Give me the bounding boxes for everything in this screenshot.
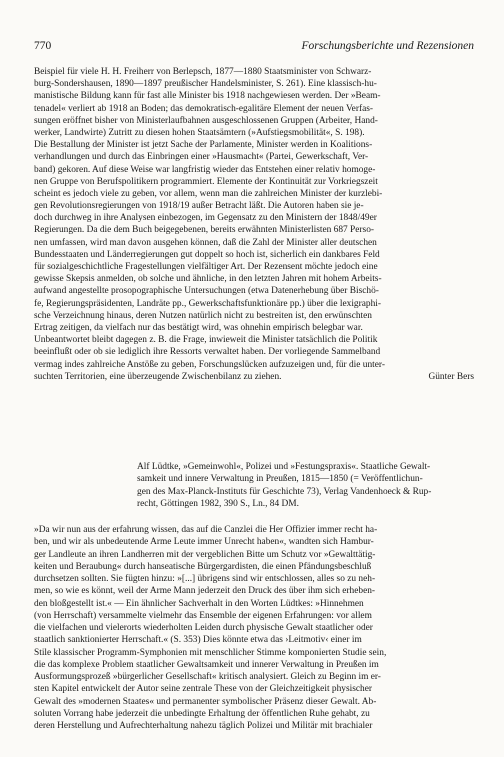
text-line: »Da wir nun aus der erfahrung wissen, das auf die Canzlei die Her Offizier immer recht ha- (34, 525, 378, 535)
text-line: nen umfassen, wird man davon ausgehen können, daß die Zahl der Minister aller deutschen (34, 237, 377, 248)
text-line: ger Landleute an ihren Landherren mit der vergeblichen Bitte um Schutz vor »Gewalttätig- (34, 549, 376, 560)
text-line: band) gekoren. Auf diese Weise war langfristig wieder das Entstehen einer relativ homoge- (34, 164, 376, 175)
text-line: Ertrag zeitigen, da vielfach nur das bestätigt wird, was ohnehin empirisch belegbar war. (34, 322, 363, 333)
text-line: doch durchweg in ihre Analysen einbezogen, im Gegensatz zu den Ministern der 1848/49er (34, 213, 377, 224)
text-line: Unbeantwortet bleibt dagegen z. B. die Frage, inwieweit die Minister tatsächlich die Politik (34, 335, 378, 346)
text-line-with-signature (34, 371, 474, 383)
text-line: Die Bestallung der Minister ist jetzt Sache der Parlamente, Minister werden in Koalitions- (34, 140, 373, 151)
text-line: Bundesstaaten und Länderregierungen gut doppelt so hoch ist, sicherlich ein dankbares Feld (34, 249, 380, 260)
text-line: Stile klassischer Programm-Symphonien mit menschlicher Stimme komponierten Studie sein, (34, 647, 387, 658)
text-line: Alf Lüdtke, »Gemeinwohl«, Polizei und »Festungspraxis«. Staatliche Gewalt- (137, 462, 431, 472)
text-line: manistische Bildung kann für fast alle Minister bis 1918 nachgewiesen werden. Der »Beam- (34, 91, 381, 102)
review-heading-luedtke (137, 461, 474, 510)
text-line: verhandlungen und durch das Einbringen einer »Hausmacht« (Partei, Gewerkschaft, Ver- (34, 152, 369, 163)
text-line: gewisse Skepsis anmelden, ob solche und ähnliche, in den letzten Jahren mit hohem Arbeits- (34, 274, 382, 285)
text-line: gen Revolutionsregierungen von 1918/19 außer Betracht läßt. Die Autoren haben sie je- (34, 201, 364, 212)
text-line: Regierungen. Da die dem Buch beigegebenen, bereits erwähnten Ministerlisten 687 Perso- (34, 225, 375, 236)
running-title: Forschungsberichte und Rezensionen (301, 40, 474, 52)
text-line: werker, Landwirte) Zutritt zu diesen hohen Staatsämtern (»Aufstiegsmobilität«, S. 198). (34, 127, 365, 138)
text-line: sungen eröffnet bisher von Ministerlaufbahnen ausgeschlossenen Gruppen (Arbeiter, Hand- (34, 115, 378, 126)
text-line: die das komplexe Problem staatlicher Gewaltsamkeit und innerer Verwaltung in Preußen im (34, 659, 379, 670)
text-line: Ausformungsprozeß »bürgerlicher Gesellschaft« kritisch analysiert. Gleich zu Beginn im er- (34, 672, 381, 682)
text-line: men, so wie es könnt, weil der Arme Mann jederzeit den Druck des über ihm sich erheben- (34, 586, 376, 597)
text-line: samkeit und innere Verwaltung in Preußen, 1815—1850 (= Veröffentlichun- (137, 474, 423, 485)
text-line: sten Kapitel entwickelt der Autor seine zentrale These von der Gleichzeitigkeit physischer (34, 684, 372, 695)
text-line: die vielfachen und vielerorts wiederholten Leiden durch physische Gewalt staatlicher oder (34, 623, 373, 633)
text-line: recht, Göttingen 1982, 390 S., Ln., 84 DM. (137, 498, 299, 509)
review-text-luedtke (34, 524, 474, 732)
text-line: soluten Vorrang habe jederzeit die unbedingte Erhaltung der öffentlichen Ruhe gehabt, zu (34, 708, 370, 719)
text-line: scheint es jedoch viele zu geben, vor allem, wenn man die zahlreichen Minister der kurzlebi- (34, 188, 383, 199)
text-line: staatlich sanktionierter Herrschaft.« (S. 353) Dies könnte etwa das ›Leitmotiv‹ einer im (34, 635, 362, 646)
page-header (34, 40, 474, 56)
text-line: gen des Max-Planck-Instituts für Geschichte 73), Verlag Vandenhoeck & Rup- (137, 486, 432, 497)
text-line: durchsetzen sollten. Sie fügten hinzu: »[...] übrigens sind wir entschlossen, alles so zu neh- (34, 574, 376, 584)
text-line: (von Herrschaft) versammelte vielmehr das Ensemble der eigenen Erfahrungen: vor allem (34, 610, 372, 621)
text-line: keiten und Beraubung« durch hanseatische Bürgergardisten, die einen Pfändungsbeschluß (34, 561, 372, 572)
reviewer-signature: Günter Bers (428, 371, 474, 382)
text-line: sche Verzeichnung hinaus, deren Nutzen natürlich nicht zu bestreiten ist, den erwünschten (34, 310, 372, 321)
text-line: den bloßgestellt ist.« — Ein ähnlicher Sachverhalt in den Worten Lüdtkes: »Hinnehmen (34, 598, 364, 609)
text-line: tenadel« verliert ab 1918 an Boden; das demokratisch-egalitäre Element der neuen Verfas- (34, 103, 374, 114)
text-line: burg-Sondershausen, 1890—1897 preußischer Handelsminister, S. 261). Eine klassisch-hu- (34, 79, 377, 90)
text-line: für sozialgeschichtliche Fragestellungen vielfältiger Art. Der Rezensent möchte jedoch eine (34, 262, 378, 272)
text-line: deren Herstellung und Aufrechterhaltung nahezu täglich Polizei und Militär mit brachialer (34, 721, 373, 731)
text-line: vermag indes zahlreiche Anstöße zu geben, Forschungslücken aufzuzeigen und, für die unter- (34, 359, 385, 370)
text-line: beeinflußt oder ob sie lediglich ihre Ressorts verwaltet haben. Der vorliegende Sammelband (34, 347, 381, 358)
text-line: ben, und wir als unbedeutende Arme Leute immer Unrecht haben«, wandten sich Hambur- (34, 537, 374, 548)
text-line: suchten Territorien, eine überzeugende Zwischenbilanz zu ziehen. (34, 371, 282, 382)
text-line: fe, Regierungspräsidenten, Landräte pp., Gewerkschaftsfunktionäre pp.) über die lexigraphi- (34, 298, 382, 309)
page-number: 770 (34, 40, 52, 52)
review-text-berlepsch (34, 66, 474, 383)
text-line: Beispiel für viele H. H. Freiherr von Berlepsch, 1877—1880 Staatsminister von Schwarz- (34, 67, 372, 77)
text-line: Gewalt des »modernen Staates« und permanenter symbolischer Präsenz dieser Gewalt. Ab- (34, 696, 377, 707)
text-line: nen Gruppe von Berufspolitikern programmiert. Elemente der Kontinuität zur Vorkriegszeit (34, 176, 378, 187)
text-line: aufwand angestellte prosopographische Untersuchungen (etwa Datenerhebung über Bischö- (34, 286, 379, 297)
